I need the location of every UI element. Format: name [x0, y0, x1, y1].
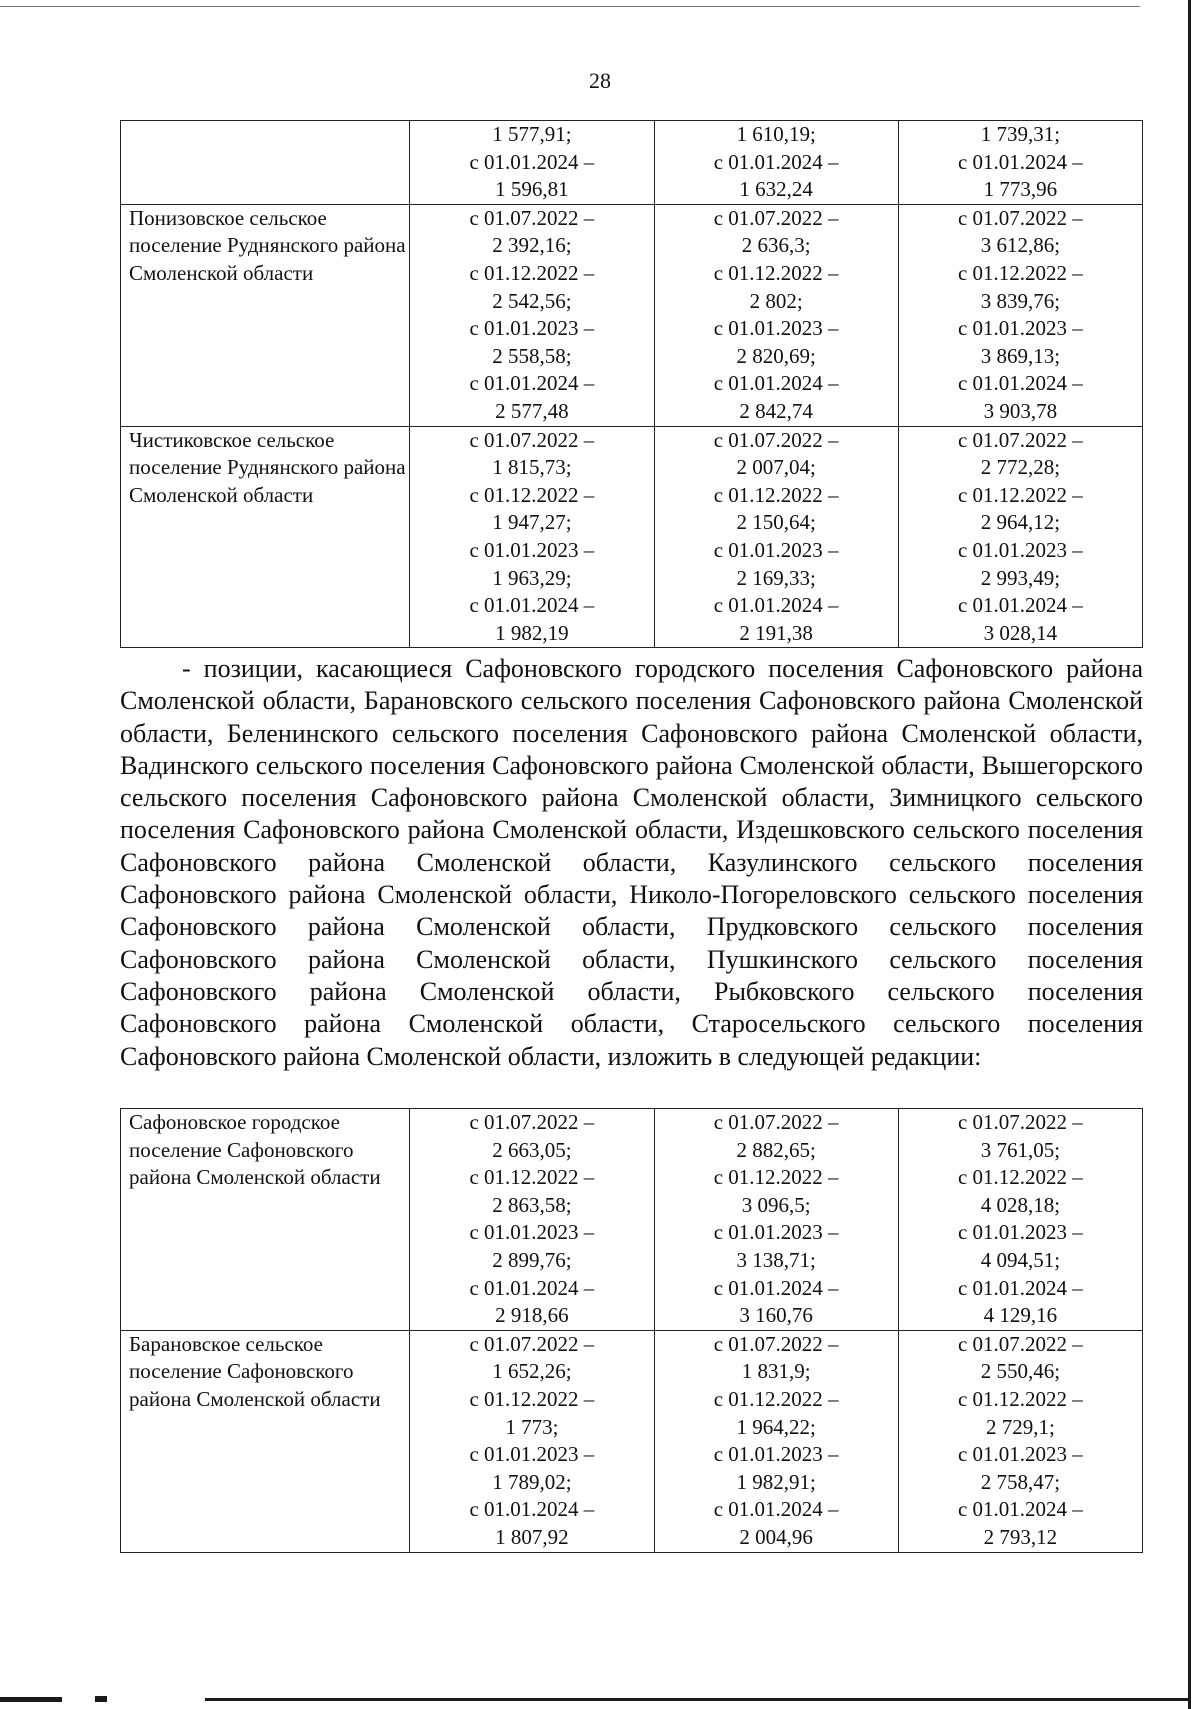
- rate-line: 3 612,86;: [980, 233, 1061, 258]
- rate-line: с 01.01.2023 –: [957, 537, 1083, 562]
- rate-line: 2 772,28;: [980, 455, 1061, 480]
- rate-line: с 01.01.2023 –: [957, 316, 1083, 341]
- rate-line: 1 947,27;: [492, 510, 572, 535]
- rate-line: с 01.01.2024 –: [957, 371, 1083, 396]
- rate-line: 1 982,91;: [736, 1469, 816, 1494]
- rate-line: с 01.01.2024 –: [957, 1497, 1083, 1522]
- rate-line: 2 758,47;: [980, 1469, 1061, 1494]
- rate-line: с 01.12.2022 –: [957, 1386, 1083, 1411]
- rate-line: 3 839,76;: [980, 288, 1061, 313]
- rate-line: с 01.12.2022 –: [713, 1165, 839, 1190]
- settlement-name: Понизовское сельское поселение Руднянского района Смоленской области: [121, 204, 410, 426]
- rate-line: с 01.07.2022 –: [957, 1331, 1083, 1356]
- rate-line: с 01.01.2024 –: [957, 1275, 1083, 1300]
- rate-line: с 01.01.2024 –: [469, 593, 595, 618]
- rate-line: 2 150,64;: [736, 510, 816, 535]
- rate-line: 2 793,12: [983, 1524, 1058, 1549]
- rate-line: с 01.01.2023 –: [469, 1442, 595, 1467]
- rate-cell: [898, 204, 1142, 426]
- rate-line: с 01.07.2022 –: [713, 1331, 839, 1356]
- rate-line: с 01.01.2024 –: [957, 149, 1083, 174]
- rate-line: 2 542,56;: [492, 288, 572, 313]
- rate-line: с 01.01.2024 –: [469, 149, 595, 174]
- rate-line: с 01.12.2022 –: [957, 260, 1083, 285]
- rate-line: 1 773;: [505, 1414, 559, 1439]
- scan-mark-bottom-dash: [95, 1696, 107, 1702]
- rate-line: с 01.07.2022 –: [469, 427, 595, 452]
- rate-line: с 01.01.2023 –: [713, 1442, 839, 1467]
- rate-cell: [410, 204, 654, 426]
- rate-line: с 01.07.2022 –: [713, 427, 839, 452]
- rate-line: 2 577,48: [495, 398, 569, 423]
- rate-line: с 01.01.2024 –: [713, 371, 839, 396]
- rate-cell: [898, 426, 1142, 648]
- rate-line: с 01.01.2023 –: [469, 316, 595, 341]
- rate-line: с 01.12.2022 –: [469, 1386, 595, 1411]
- rate-line: с 01.01.2024 –: [713, 1497, 839, 1522]
- rate-line: 1 807,92: [495, 1524, 569, 1549]
- rate-line: с 01.01.2023 –: [957, 1442, 1083, 1467]
- rate-line: с 01.01.2023 –: [469, 1220, 595, 1245]
- tariff-table-1: [120, 120, 1143, 648]
- rate-line: с 01.07.2022 –: [957, 427, 1083, 452]
- rate-line: 3 096,5;: [741, 1192, 811, 1217]
- rate-line: с 01.07.2022 –: [469, 1331, 595, 1356]
- rate-line: 1 982,19: [495, 620, 569, 645]
- rate-line: с 01.01.2023 –: [957, 1220, 1083, 1245]
- rate-line: с 01.01.2023 –: [713, 316, 839, 341]
- rate-line: 2 918,66: [495, 1303, 569, 1328]
- rate-line: с 01.12.2022 –: [957, 1165, 1083, 1190]
- rate-line: 1 632,24: [739, 177, 813, 202]
- rate-line: 2 392,16;: [492, 233, 572, 258]
- rate-line: с 01.01.2024 –: [469, 1497, 595, 1522]
- rate-line: 1 610,19;: [736, 122, 816, 146]
- tariff-table-2: [120, 1108, 1143, 1553]
- rate-line: 1 652,26;: [492, 1359, 572, 1384]
- table-row: [121, 1109, 1143, 1331]
- rate-line: 3 138,71;: [736, 1247, 816, 1272]
- settlement-name: Чистиковское сельское поселение Руднянского района Смоленской области: [121, 426, 410, 648]
- rate-line: с 01.01.2023 –: [713, 537, 839, 562]
- rate-line: 3 761,05;: [980, 1137, 1061, 1162]
- rate-line: с 01.12.2022 –: [713, 1386, 839, 1411]
- rate-cell: [898, 121, 1142, 205]
- rate-line: с 01.01.2024 –: [957, 593, 1083, 618]
- table-row: [121, 121, 1143, 205]
- rate-cell: [898, 1330, 1142, 1552]
- rate-line: 4 028,18;: [980, 1192, 1061, 1217]
- settlement-name: [121, 121, 410, 205]
- rate-line: 2 636,3;: [741, 233, 811, 258]
- rate-line: 3 028,14: [983, 620, 1058, 645]
- rate-cell: [410, 426, 654, 648]
- rate-line: 3 869,13;: [980, 343, 1061, 368]
- rate-line: с 01.12.2022 –: [469, 482, 595, 507]
- rate-line: 2 842,74: [739, 398, 813, 423]
- page-number: 28: [589, 68, 611, 93]
- rate-line: с 01.01.2024 –: [713, 593, 839, 618]
- table-row: [121, 1330, 1143, 1552]
- rate-line: 1 815,73;: [492, 455, 572, 480]
- rate-line: 2 863,58;: [492, 1192, 572, 1217]
- rate-line: 4 129,16: [983, 1303, 1058, 1328]
- rate-cell: [654, 1109, 898, 1331]
- rate-line: с 01.01.2023 –: [469, 537, 595, 562]
- rate-line: 2 964,12;: [980, 510, 1061, 535]
- rate-line: с 01.07.2022 –: [469, 205, 595, 230]
- rate-line: с 01.07.2022 –: [713, 205, 839, 230]
- settlement-name: Барановское сельское поселение Сафоновского района Смоленской области: [121, 1330, 410, 1552]
- rate-line: 2 993,49;: [980, 565, 1061, 590]
- scan-mark-bottom-left: [0, 1697, 62, 1702]
- rate-cell: [654, 121, 898, 205]
- rate-line: с 01.12.2022 –: [713, 482, 839, 507]
- rate-line: 2 899,76;: [492, 1247, 572, 1272]
- rate-line: с 01.12.2022 –: [957, 482, 1083, 507]
- rate-cell: [654, 204, 898, 426]
- rate-line: 1 577,91;: [492, 122, 572, 146]
- rate-cell: [654, 426, 898, 648]
- rate-line: 2 169,33;: [736, 565, 816, 590]
- rate-line: 2 820,69;: [736, 343, 816, 368]
- rate-cell: [654, 1330, 898, 1552]
- rate-cell: [410, 1109, 654, 1331]
- rate-line: 2 882,65;: [736, 1137, 816, 1162]
- rate-line: 2 191,38: [739, 620, 813, 645]
- rate-line: с 01.01.2023 –: [713, 1220, 839, 1245]
- rate-line: 2 550,46;: [980, 1359, 1061, 1384]
- rate-line: с 01.07.2022 –: [713, 1110, 839, 1134]
- rate-line: с 01.12.2022 –: [469, 1165, 595, 1190]
- rate-line: с 01.07.2022 –: [957, 205, 1083, 230]
- rate-line: с 01.07.2022 –: [469, 1110, 595, 1134]
- rate-line: 2 729,1;: [985, 1414, 1055, 1439]
- scan-edge-bottom: [205, 1698, 1190, 1701]
- rate-line: 2 802;: [749, 288, 803, 313]
- rate-line: 2 004,96: [739, 1524, 813, 1549]
- rate-line: 2 558,58;: [492, 343, 572, 368]
- rate-line: с 01.01.2024 –: [713, 1275, 839, 1300]
- rate-line: с 01.01.2024 –: [469, 371, 595, 396]
- settlement-name: Сафоновское городское поселение Сафоновского района Смоленской области: [121, 1109, 410, 1331]
- scan-edge-top: [0, 6, 1140, 7]
- rate-cell: [410, 1330, 654, 1552]
- rate-line: с 01.12.2022 –: [713, 260, 839, 285]
- scan-edge-right: [1188, 0, 1191, 1709]
- rate-line: 4 094,51;: [980, 1247, 1061, 1272]
- rate-line: 1 739,31;: [980, 122, 1061, 146]
- rate-line: 2 663,05;: [492, 1137, 572, 1162]
- rate-line: с 01.07.2022 –: [957, 1110, 1083, 1134]
- amendment-paragraph: - позиции, касающиеся Сафоновского городского поселения Сафоновского района Смоленской области, Барановского сельского поселения Сафоновского района Смоленской области, Беленинского сельского поселения Сафоновского района Смоленской области, Вадинского сельского поселения Сафоновского района Смоленской области, Вышегорского сельского поселения Сафоновского района Смоленской области, Зимницкого сельского поселения Сафоновского района Смоленской области, Издешковского сельского поселения Сафоновского района Смоленской области, Казулинского сельского поселения Сафоновского района Смоленской области, Николо-Погореловского сельского поселения Сафоновского района Смоленской области, Прудковского сельского поселения Сафоновского района Смоленской области, Пушкинского сельского поселения Сафоновского района Смоленской области, Рыбковского сельского поселения Сафоновского района Смоленской области, Старосельского сельского поселения Сафоновского района Смоленской области, изложить в следующей редакции:: [120, 654, 1143, 1071]
- rate-line: 1 964,22;: [736, 1414, 816, 1439]
- rate-line: 3 903,78: [983, 398, 1058, 423]
- rate-line: 1 773,96: [983, 177, 1058, 202]
- rate-line: 1 596,81: [495, 177, 569, 202]
- rate-line: с 01.01.2024 –: [469, 1275, 595, 1300]
- rate-line: 1 789,02;: [492, 1469, 572, 1494]
- rate-line: с 01.01.2024 –: [713, 149, 839, 174]
- rate-line: 2 007,04;: [736, 455, 816, 480]
- rate-line: с 01.12.2022 –: [469, 260, 595, 285]
- rate-cell: [898, 1109, 1142, 1331]
- table-row: [121, 204, 1143, 426]
- rate-cell: [410, 121, 654, 205]
- rate-line: 1 963,29;: [492, 565, 572, 590]
- table-row: [121, 426, 1143, 648]
- rate-line: 3 160,76: [739, 1303, 813, 1328]
- rate-line: 1 831,9;: [741, 1359, 811, 1384]
